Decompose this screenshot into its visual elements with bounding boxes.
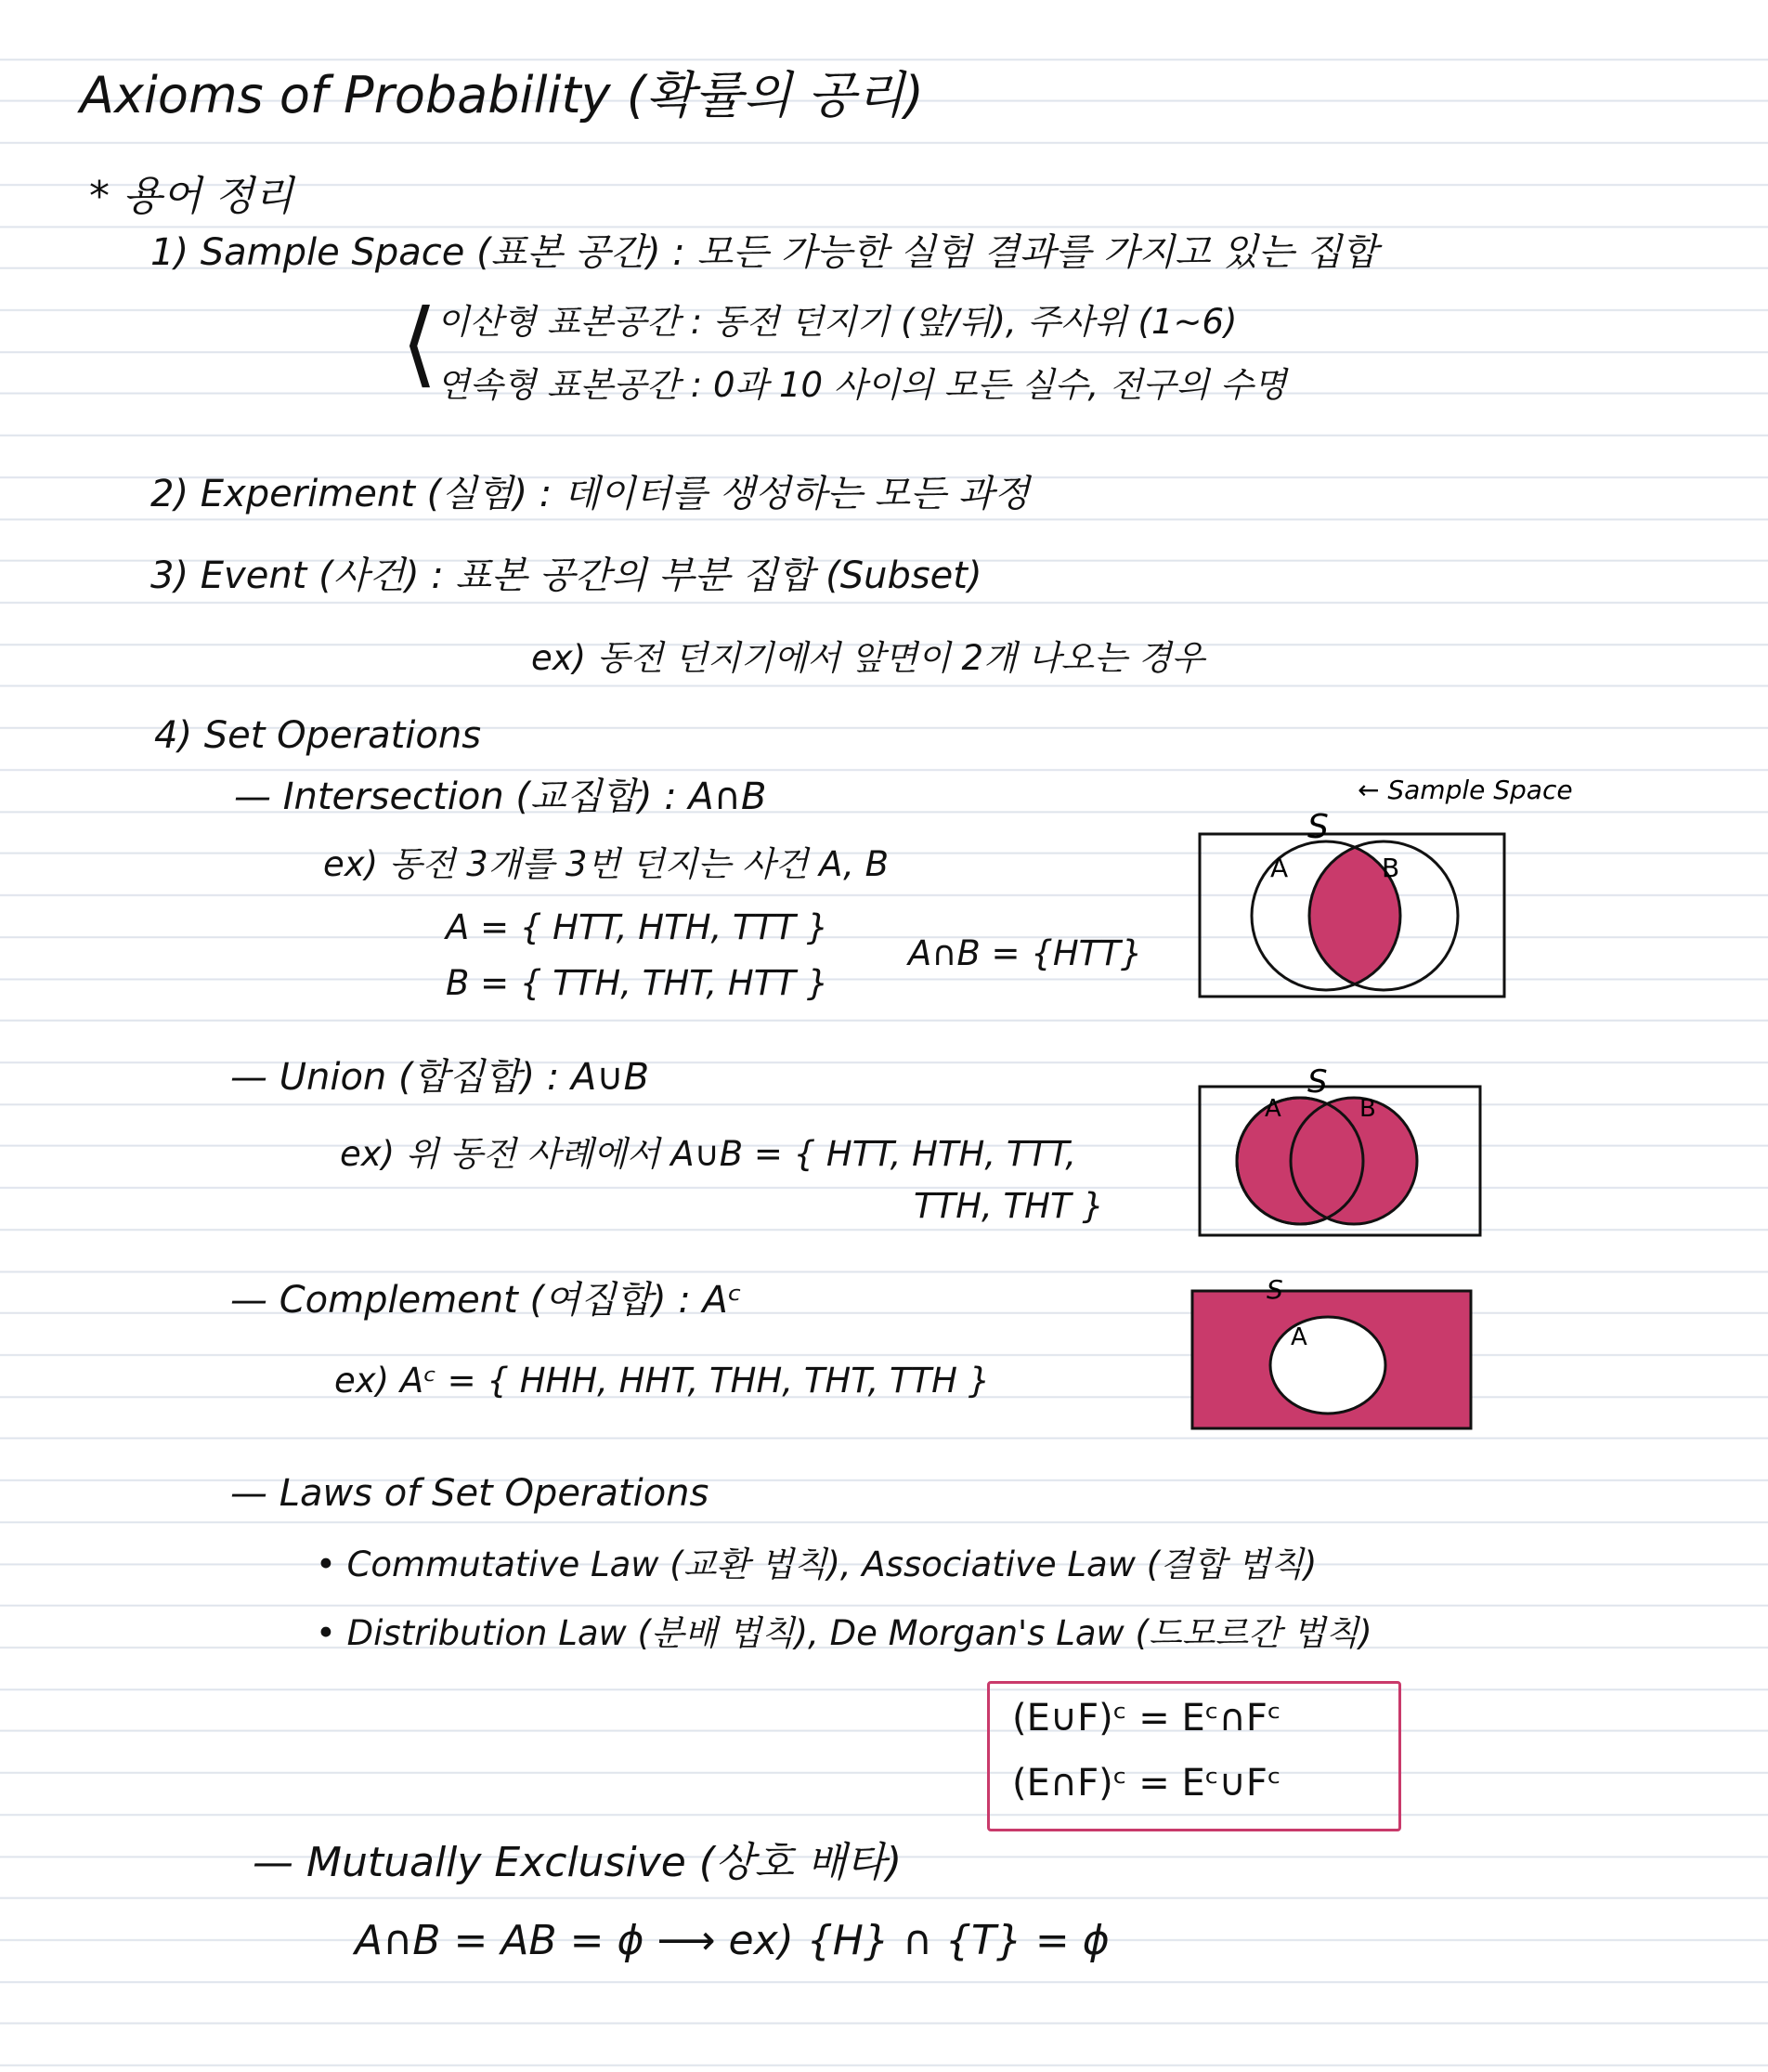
label-a: A <box>1291 1323 1307 1351</box>
label-a: A <box>1265 1095 1281 1123</box>
union-venn-diagram <box>1189 1059 1504 1254</box>
brace-symbol: ⟨ <box>401 289 438 397</box>
event-heading: 3) Event (사건) : 표본 공간의 부분 집합 (Subset) <box>150 554 982 597</box>
event-example: ex) 동전 던지기에서 앞면이 2개 나오는 경우 <box>531 638 1205 678</box>
de-morgan-law-2: (E∩F)ᶜ = Eᶜ∪Fᶜ <box>1012 1762 1281 1805</box>
label-b: B <box>1359 1095 1376 1123</box>
set-operations-heading: 4) Set Operations <box>154 714 482 757</box>
intersection-venn-diagram <box>1189 771 1606 1012</box>
intersection-result: A∩B = {HTT} <box>908 933 1143 973</box>
union-example-cont: TTH, THT } <box>914 1186 1104 1226</box>
label-b: B <box>1382 853 1400 883</box>
laws-item-2: • Distribution Law (분배 법칙), De Morgan's Law (드모르간 법칙) <box>316 1613 1372 1653</box>
laws-item-1: • Commutative Law (교환 법칙), Associative Law (결합 법칙) <box>316 1544 1318 1584</box>
laws-heading: — Laws of Set Operations <box>230 1472 709 1515</box>
intersection-example: ex) 동전 3개를 3번 던지는 사건 A, B <box>323 844 890 884</box>
complement-venn-diagram <box>1189 1272 1504 1440</box>
label-s: S <box>1307 1063 1328 1101</box>
sample-space-heading: 1) Sample Space (표본 공간) : 모든 가능한 실험 결과를 가지고 있는 집합 <box>150 231 1378 274</box>
label-a: A <box>1270 853 1289 883</box>
de-morgan-law-1: (E∪F)ᶜ = Eᶜ∩Fᶜ <box>1012 1697 1281 1740</box>
union-example: ex) 위 동전 사례에서 A∪B = { HTT, HTH, TTT, <box>340 1134 1077 1174</box>
sample-space-note: ← Sample Space <box>1358 775 1573 805</box>
mutually-exclusive-formula: A∩B = AB = ϕ ⟶ ex) {H} ∩ {T} = ϕ <box>355 1917 1110 1964</box>
page-title: Axioms of Probability (확률의 공리) <box>80 66 924 124</box>
complement-example: ex) Aᶜ = { HHH, HHT, THH, THT, TTH } <box>334 1361 991 1401</box>
union-heading: — Union (합집합) : A∪B <box>230 1056 650 1099</box>
set-b-circle <box>1291 1098 1417 1224</box>
discrete-sample-space: 이산형 표본공간 : 동전 던지기 (앞/뒤), 주사위 (1~6) <box>436 302 1238 342</box>
label-s: S <box>1267 1274 1283 1305</box>
experiment-heading: 2) Experiment (실험) : 데이터를 생성하는 모든 과정 <box>150 473 1030 515</box>
intersection-heading: — Intersection (교집합) : A∩B <box>234 775 767 818</box>
label-s: S <box>1307 808 1329 846</box>
mutually-exclusive-heading: — Mutually Exclusive (상호 배타) <box>253 1839 903 1886</box>
set-b: B = { TTH, THT, HTT } <box>446 963 829 1003</box>
complement-heading: — Complement (여집합) : Aᶜ <box>230 1279 742 1322</box>
set-a: A = { HTT, HTH, TTT } <box>446 907 829 947</box>
section-heading: * 용어 정리 <box>89 173 293 220</box>
continuous-sample-space: 연속형 표본공간 : 0과 10 사이의 모든 실수, 전구의 수명 <box>436 365 1287 405</box>
set-a-circle <box>1270 1317 1385 1414</box>
